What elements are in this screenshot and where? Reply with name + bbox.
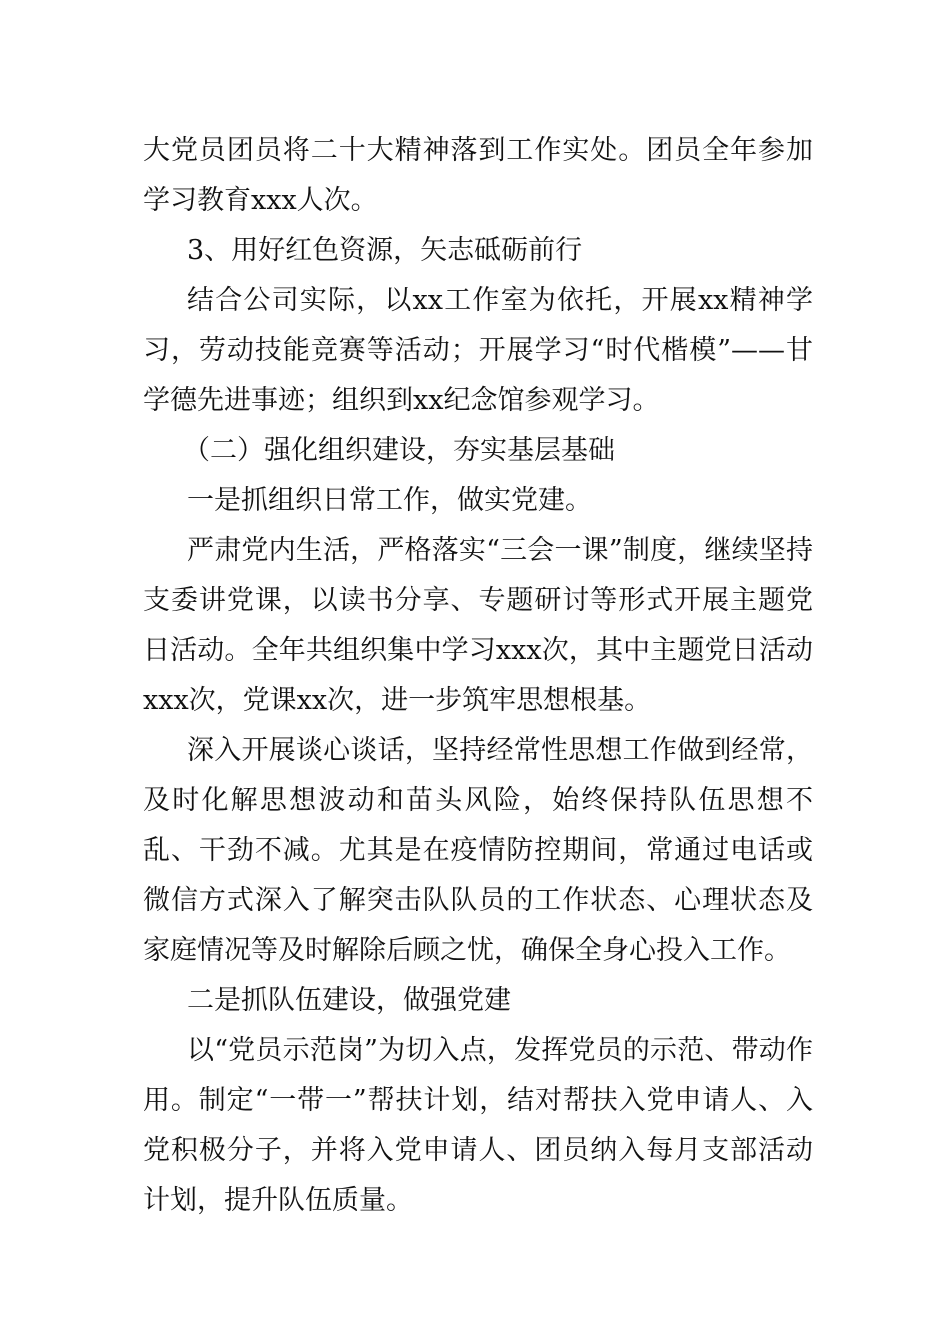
section-heading-organization: （二）强化组织建设，夯实基层基础 bbox=[183, 435, 615, 466]
paragraph-party-life: 严肃党内生活，严格落实“三会一课”制度，继续坚持支委讲党课，以读书分享、专题研讨等形式开展主题党日活动。全年共组织集中学习xxx次，其中主题党日活动xxx次，党课xx次，进一步筑牢思想根基。 bbox=[143, 535, 813, 716]
paragraph-heart-talk: 深入开展谈心谈话，坚持经常性思想工作做到经常，及时化解思想波动和苗头风险，始终保持队伍思想不乱、干劲不减。尤其是在疫情防控期间，常通过电话或微信方式深入了解突击队队员的工作状态、心理状态及家庭情况等及时解除后顾之忧，确保全身心投入工作。 bbox=[143, 735, 813, 966]
paragraph-continuation: 大党员团员将二十大精神落到工作实处。团员全年参加学习教育xxx人次。 bbox=[143, 135, 813, 216]
paragraph-company-practice: 结合公司实际，以xx工作室为依托，开展xx精神学习，劳动技能竞赛等活动；开展学习“时代楷模”——甘学德先进事迹；组织到xx纪念馆参观学习。 bbox=[143, 285, 813, 416]
paragraph-point-one: 一是抓组织日常工作，做实党建。 bbox=[187, 485, 592, 516]
paragraph-model-post: 以“党员示范岗”为切入点，发挥党员的示范、带动作用。制定“一带一”帮扶计划，结对帮扶入党申请人、入党积极分子，并将入党申请人、团员纳入每月支部活动计划，提升队伍质量。 bbox=[143, 1035, 813, 1216]
subheading-red-resources: 3、用好红色资源，矢志砥砺前行 bbox=[187, 235, 583, 266]
paragraph-point-two: 二是抓队伍建设，做强党建 bbox=[187, 985, 511, 1016]
document-body bbox=[143, 126, 813, 1226]
